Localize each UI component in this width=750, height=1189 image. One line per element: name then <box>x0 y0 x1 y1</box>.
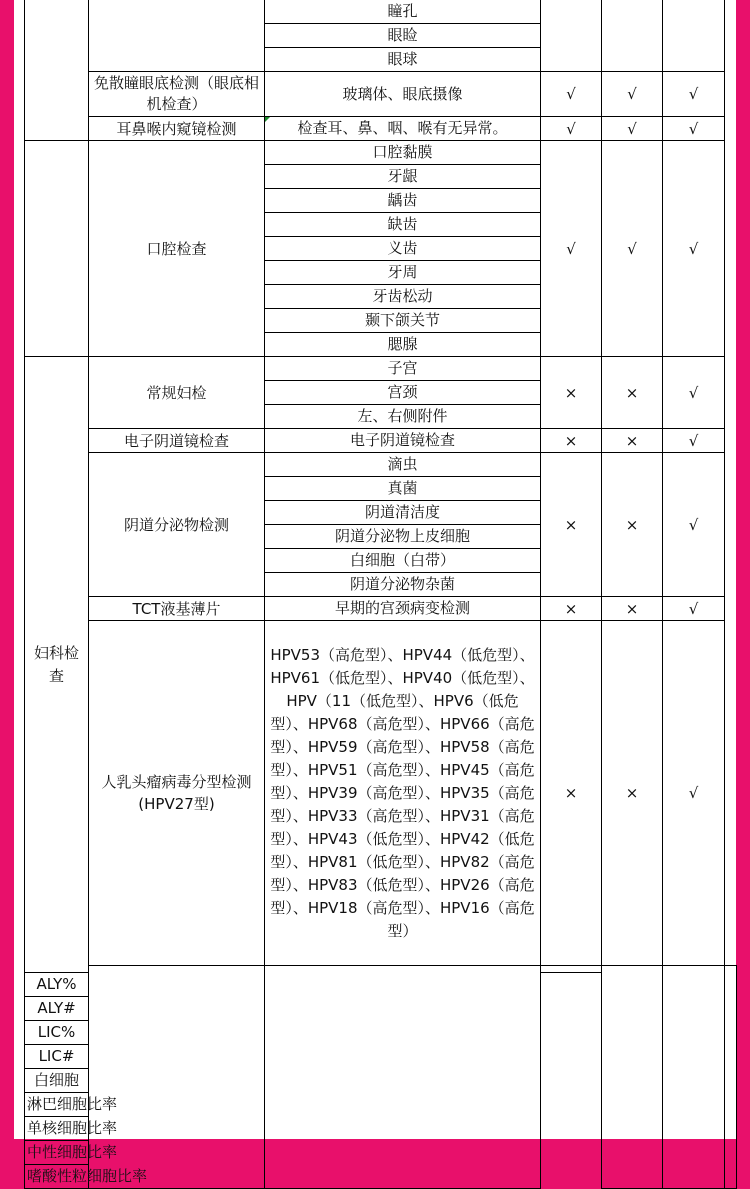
exam-item: 白细胞（白带） <box>265 549 541 573</box>
exam-item: 眼睑 <box>265 24 541 48</box>
table-row <box>25 72 737 117</box>
mark-cell: √ <box>663 357 725 429</box>
table-row <box>25 357 737 381</box>
exam-item: 牙龈 <box>265 165 541 189</box>
exam-item: 牙齿松动 <box>265 285 541 309</box>
category-cell-blank <box>25 141 89 357</box>
exam-item: 玻璃体、眼底摄像 <box>265 72 541 117</box>
exam-item: 义齿 <box>265 237 541 261</box>
exam-item: 眼球 <box>265 48 541 72</box>
exam-name: 常规妇检 <box>89 357 265 429</box>
exam-item: 颞下颌关节 <box>265 309 541 333</box>
mark-cell: √ <box>663 117 725 141</box>
table-row <box>25 117 737 141</box>
mark-cell: √ <box>541 117 602 141</box>
exam-item: 阴道清洁度 <box>265 501 541 525</box>
mark-cell: √ <box>602 72 663 117</box>
exam-name: 免散瞳眼底检测（眼底相机检查） <box>89 72 265 117</box>
mark-cell: √ <box>541 72 602 117</box>
mark-cell: × <box>602 429 663 453</box>
exam-item: 滴虫 <box>265 453 541 477</box>
exam-item: 白细胞 <box>25 1069 89 1093</box>
mark-cell: √ <box>663 141 725 357</box>
exam-name: 人乳头瘤病毒分型检测(HPV27型) <box>89 621 265 966</box>
exam-item: 电子阴道镜检查 <box>265 429 541 453</box>
mark-cell: × <box>602 453 663 597</box>
mark-cell: × <box>541 429 602 453</box>
exam-name: 电子阴道镜检查 <box>89 429 265 453</box>
category-cell-gynecology: 妇科检查 <box>25 357 89 973</box>
exam-item: LIC% <box>25 1021 89 1045</box>
mark-cell: × <box>541 453 602 597</box>
exam-item: 口腔黏膜 <box>265 141 541 165</box>
exam-item: ALY# <box>25 997 89 1021</box>
exam-item: 缺齿 <box>265 213 541 237</box>
exam-item: ALY% <box>25 973 89 997</box>
mark-cell: √ <box>602 117 663 141</box>
mark-cell: √ <box>663 453 725 597</box>
table-row <box>25 597 737 621</box>
mark-cell: √ <box>663 621 725 966</box>
exam-item: 宫颈 <box>265 381 541 405</box>
exam-item: 子宫 <box>265 357 541 381</box>
mark-cell: √ <box>663 429 725 453</box>
table-row <box>25 966 737 973</box>
mark-cell: √ <box>663 597 725 621</box>
mark-cell: × <box>541 597 602 621</box>
mark-cell: × <box>602 621 663 966</box>
category-cell-eye <box>25 0 89 141</box>
exam-item: 腮腺 <box>265 333 541 357</box>
exam-item: 中性细胞比率 <box>25 1141 89 1165</box>
exam-name: 耳鼻喉内窥镜检测 <box>89 117 265 141</box>
checkup-items-table <box>24 0 737 1189</box>
exam-name: TCT液基薄片 <box>89 597 265 621</box>
mark-cell: × <box>541 357 602 429</box>
exam-name: 口腔检查 <box>89 141 265 357</box>
exam-item: 早期的宫颈病变检测 <box>265 597 541 621</box>
mark-cell <box>725 966 737 1189</box>
table-row <box>25 141 737 165</box>
table-row <box>25 621 737 966</box>
table-row <box>25 429 737 453</box>
mark-cell: × <box>541 621 602 966</box>
mark-cell <box>602 0 663 72</box>
exam-item: 嗜酸性粒细胞比率 <box>25 1165 89 1189</box>
document-page <box>14 0 736 1185</box>
exam-item: 龋齿 <box>265 189 541 213</box>
mark-cell: √ <box>541 141 602 357</box>
exam-name-cell <box>265 966 541 1189</box>
mark-cell: √ <box>663 72 725 117</box>
exam-item-hpv-list: HPV53（高危型）、HPV44（低危型）、HPV61（低危型）、HPV40（低危型）、HPV（11（低危型）、HPV6（低危型）、HPV68（高危型）、HPV66（高危型）、HPV59（高危型）、HPV58（高危型）、HPV51（高危型）、HPV45（高危型）、HPV39（高危型）、HPV35（高危型）、HPV33（高危型）、HPV31（高危型）、HPV43（低危型）、HPV42（低危型）、HPV81（低危型）、HPV82（高危型）、HPV83（低危型）、HPV26（高危型）、HPV18（高危型）、HPV16（高危型） <box>265 621 541 966</box>
exam-item: 检查耳、鼻、咽、喉有无异常。 <box>265 117 541 141</box>
exam-item: 左、右侧附件 <box>265 405 541 429</box>
mark-cell: × <box>602 597 663 621</box>
mark-cell: × <box>602 357 663 429</box>
table-row <box>25 453 737 477</box>
exam-item: 真菌 <box>265 477 541 501</box>
exam-item: 瞳孔 <box>265 0 541 24</box>
exam-item: 牙周 <box>265 261 541 285</box>
mark-cell <box>663 0 725 72</box>
exam-item: 阴道分泌物上皮细胞 <box>265 525 541 549</box>
exam-item <box>541 966 602 973</box>
exam-item: 单核细胞比率 <box>25 1117 89 1141</box>
mark-cell <box>663 966 725 1189</box>
mark-cell <box>541 0 602 72</box>
mark-cell: √ <box>602 141 663 357</box>
cell-comment-marker <box>265 117 270 122</box>
exam-item: LIC# <box>25 1045 89 1069</box>
exam-name: 阴道分泌物检测 <box>89 453 265 597</box>
mark-cell <box>602 966 663 1189</box>
exam-item: 阴道分泌物杂菌 <box>265 573 541 597</box>
exam-item: 淋巴细胞比率 <box>25 1093 89 1117</box>
exam-name-cell <box>89 0 265 72</box>
